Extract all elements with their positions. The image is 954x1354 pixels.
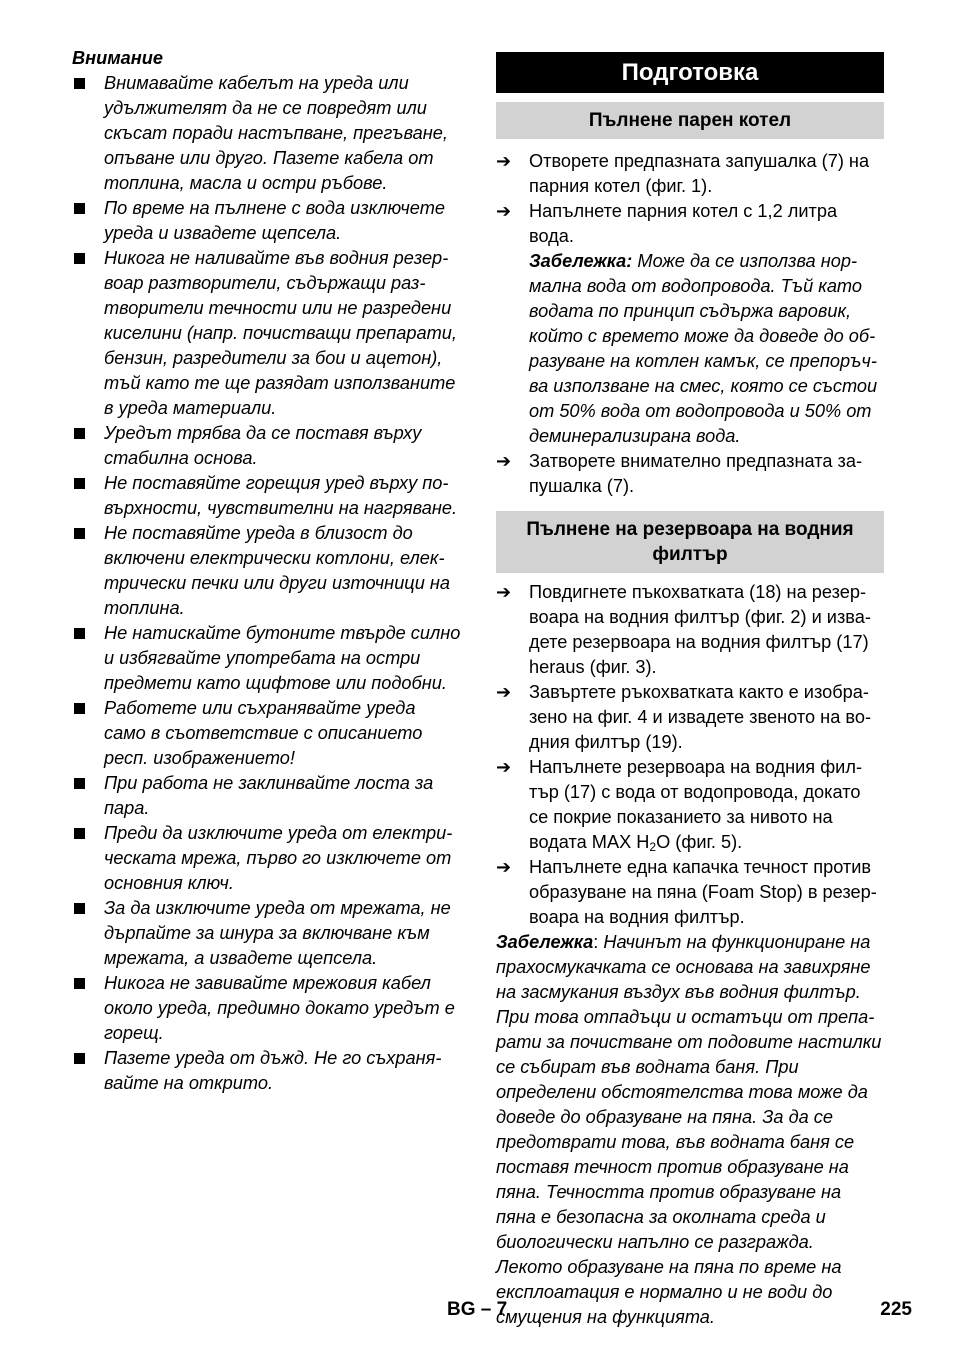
square-bullet-icon — [74, 1053, 85, 1064]
list-item: При работа не заклинвайте лоста за пара. — [72, 771, 462, 821]
list-item: Не поставяйте горещия уред върху повърхности, чувствителни на нагряване. — [72, 471, 462, 521]
list-item: ➔ Напълнете парния котел с 1,2 литра вода. Забележка: Може да се използва нормална вода от водопровода. Тъй като водата по принцип съдържа варовик, който с времето може да доведе до образуване на котлен камък, се препоръчва използване на смес, която се състои от 50% вода от водопровода и 50% от деминерализирана вода. — [496, 201, 878, 446]
list-item: ➔ Затворете внимателно предпазната запушалка (7). — [496, 451, 863, 496]
footer-language-page: BG – 7 — [447, 1299, 508, 1320]
arrow-right-icon: ➔ — [496, 451, 512, 471]
arrow-right-icon: ➔ — [496, 151, 512, 171]
warning-title: Внимание — [72, 48, 164, 68]
boiler-steps — [496, 149, 884, 499]
left-column — [72, 46, 462, 1096]
square-bullet-icon — [74, 478, 85, 489]
square-bullet-icon — [74, 203, 85, 214]
square-bullet-icon — [74, 703, 85, 714]
square-bullet-icon — [74, 628, 85, 639]
note-text: Може да се използва нормална вода от водопровода. Тъй като водата по принцип съдържа варовик, който с времето може да доведе до образуване на котлен камък, се препоръчва използване на смес, която се състои от 50% вода от водопровода и 50% от деминерализирана вода. — [529, 251, 878, 446]
square-bullet-icon — [74, 778, 85, 789]
subsection-title-filter: Пълнене на резервоара на водния филтър — [496, 511, 884, 573]
list-item: Не поставяйте уреда в близост до включени електрически котлони, електрически печки или други източници на топлина. — [72, 521, 462, 621]
list-item: Работете или съхранявайте уреда само в съответствие с описанието респ. изображението! — [72, 696, 462, 771]
arrow-right-icon: ➔ — [496, 201, 512, 221]
subsection-title-boiler: Пълнене парен котел — [496, 102, 884, 139]
note-paragraph: Забележка: Начинът на функциониране на прахосмукачката се основава на завихряне на засмукания въздух във водния филтър. При това отпадъци и остатъци от препарати за почистване от подовите настилки се събират във водната баня. При определени обстоятелства това може да доведе до образуване на пяна. За да се предотврати това, във водната баня се поставя течност против образуване на пяна. Течността против образуване на пяна е безопасна за околната среда и биологически напълно се разгражда. Лекото образуване на пяна по време на експлоатация е нормално и не води до смущения на функцията. — [496, 932, 882, 1327]
filter-steps — [496, 580, 884, 930]
list-item: ➔ Завъртете ръкохватката както е изобразено на фиг. 4 и извадете звеното на водния филтър (19). — [496, 682, 871, 752]
list-item: Никога не наливайте във водния резервоар разтворители, съдържащи разтворители течности или не разредени киселини (напр. почистващи препарати, бензин, разредители за бои и ацетон), тъй като те ще разядат използваните в уреда материали. — [72, 246, 462, 421]
list-item: Никога не завивайте мрежовия кабел около уреда, предимно докато уредът е горещ. — [72, 971, 462, 1046]
warning-list — [72, 71, 462, 1096]
list-item: Не натискайте бутоните твърде силно и избягвайте употребата на остри предмети като щифтове или подобни. — [72, 621, 462, 696]
list-item: Пазете уреда от дъжд. Не го съхранявайте на открито. — [72, 1046, 462, 1096]
list-item: ➔ Напълнете една капачка течност против образуване на пяна (Foam Stop) в резервоара на водния филтър. — [496, 857, 877, 927]
arrow-right-icon: ➔ — [496, 857, 512, 877]
note-label: Забележка — [496, 932, 594, 952]
list-item: Внимавайте кабелът на уреда или удължителят да не се повредят или скъсат поради настъпване, прегъване, опъване или друго. Пазете кабела от топлина, масла и остри ръбове. — [72, 71, 462, 196]
square-bullet-icon — [74, 903, 85, 914]
list-item: Уредът трябва да се поставя върху стабилна основа. — [72, 421, 462, 471]
square-bullet-icon — [74, 78, 85, 89]
arrow-right-icon: ➔ — [496, 757, 512, 777]
list-item: ➔ Отворете предпазната запушалка (7) на парния котел (фиг. 1). — [496, 151, 870, 196]
square-bullet-icon — [74, 428, 85, 439]
list-item: Преди да изключите уреда от електрическата мрежа, първо го изключете от основния ключ. — [72, 821, 462, 896]
list-item: По време на пълнене с вода изключете уреда и извадете щепсела. — [72, 196, 462, 246]
list-item: ➔ Напълнете резервоара на водния филтър (17) с вода от водопровода, докато се покрие показанието за нивото на водата MAX $H_2O$ (фиг. 5). — [496, 757, 862, 854]
right-column — [496, 52, 884, 1330]
section-title: Подготовка — [496, 52, 884, 93]
list-item: ➔ Повдигнете пъкохватката (18) на резервоара на водния филтър (фиг. 2) и извадете резервоара на водния филтър (17) heraus (фиг. 3). — [496, 582, 871, 677]
arrow-right-icon: ➔ — [496, 582, 512, 602]
square-bullet-icon — [74, 253, 85, 264]
note-label: Забележка: — [529, 251, 633, 271]
page-number: 225 — [880, 1299, 912, 1320]
square-bullet-icon — [74, 978, 85, 989]
arrow-right-icon: ➔ — [496, 682, 512, 702]
square-bullet-icon — [74, 828, 85, 839]
list-item: За да изключите уреда от мрежата, не дърпайте за шнура за включване към мрежата, а извадете щепсела. — [72, 896, 462, 971]
square-bullet-icon — [74, 528, 85, 539]
